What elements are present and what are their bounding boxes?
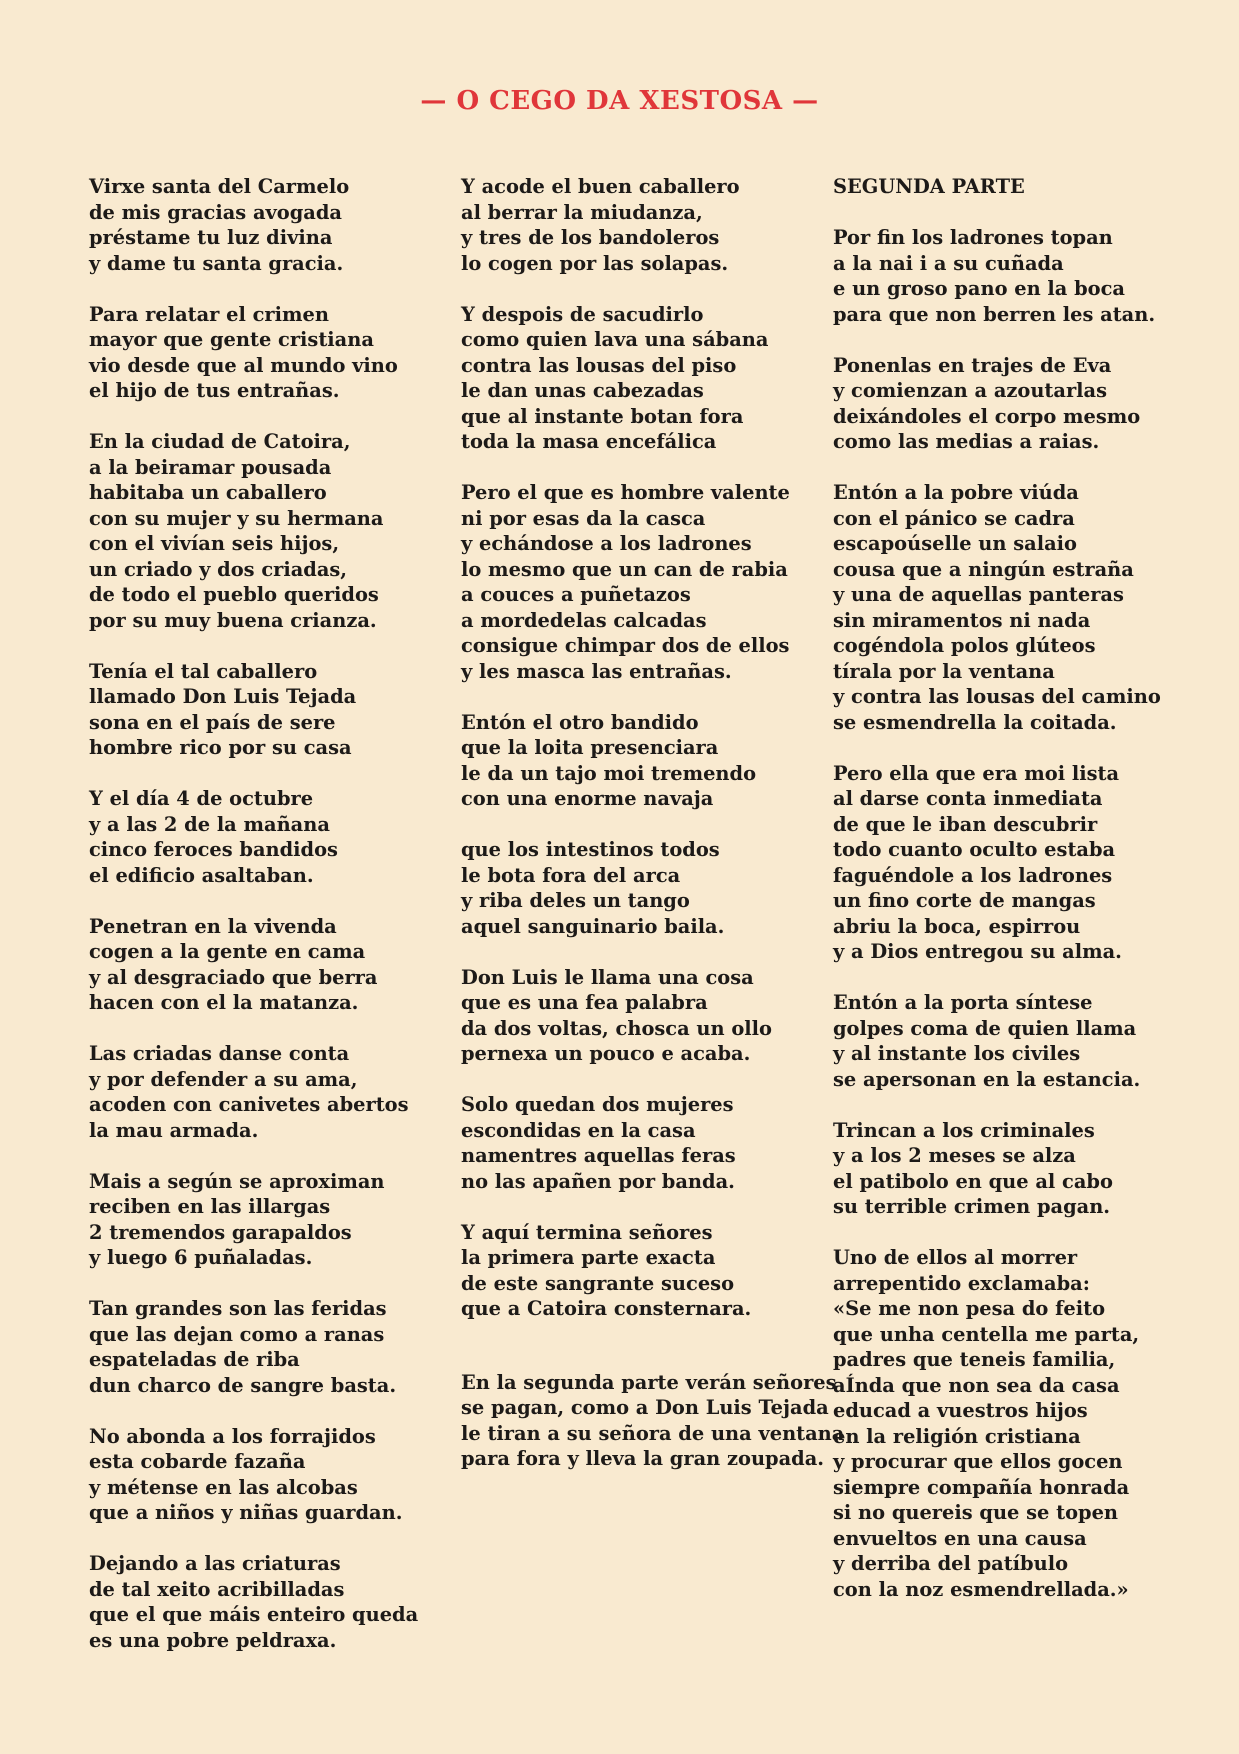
stanza <box>89 1551 459 1653</box>
stanza <box>833 1245 1203 1602</box>
verse-line: envueltos en una causa <box>833 1526 1087 1550</box>
verse-line: educad a vuestros hijos <box>833 1399 1088 1422</box>
poem-column-3 <box>833 174 1203 1628</box>
verse-line: a la beiramar pousada <box>89 455 332 479</box>
verse-line: espateladas de riba <box>89 1348 300 1371</box>
verse-line: que a niños y niñas guardan. <box>89 1501 403 1524</box>
verse-line: Pero el que es hombre valente <box>461 481 790 504</box>
stanza <box>461 710 831 812</box>
verse-line: padres que teneis familia, <box>833 1348 1116 1371</box>
verse-line: como quien lava una sábana <box>461 328 769 351</box>
verse-line: «Se me non pesa do feito <box>833 1297 1105 1320</box>
stanza <box>89 659 459 761</box>
verse-line: escondidas en la casa <box>461 1118 696 1142</box>
verse-line: pernexa un pouco e acaba. <box>461 1042 751 1065</box>
verse-line: arrepentido exclamaba: <box>833 1271 1090 1295</box>
stanza <box>89 1296 459 1398</box>
verse-line: con el pánico se cadra <box>833 506 1075 530</box>
verse-line: Entón a la pobre viúda <box>833 481 1079 504</box>
verse-line: al berrar la miudanza, <box>461 200 703 224</box>
stanza <box>833 990 1203 1092</box>
verse-line: tírala por la ventana <box>833 659 1055 683</box>
verse-line: Tan grandes son las feridas <box>89 1297 387 1320</box>
verse-line: con la noz esmendrellada.» <box>833 1577 1129 1601</box>
verse-line: le da un tajo moi tremendo <box>461 761 757 785</box>
verse-line: consigue chimpar dos de ellos <box>461 634 790 657</box>
verse-line: para que non berren les atan. <box>833 302 1156 326</box>
verse-line: a couces a puñetazos <box>461 583 691 606</box>
verse-line: se pagan, como a Don Luis Tejada <box>461 1396 829 1419</box>
verse-line: Dejando a las criaturas <box>89 1552 341 1575</box>
verse-line: y les masca las entrañas. <box>461 659 732 683</box>
poem-column-2 <box>461 174 845 1497</box>
verse-line: Entón a la porta síntese <box>833 991 1093 1014</box>
verse-line: Solo quedan dos mujeres <box>461 1093 734 1116</box>
verse-line: y al instante los civiles <box>833 1042 1081 1065</box>
verse-line: aquel sanguinario baila. <box>461 914 725 938</box>
verse-line: la mau armada. <box>89 1118 259 1142</box>
verse-line: aÍnda que non sea da casa <box>833 1373 1120 1397</box>
stanza <box>89 302 459 404</box>
verse-line: de mis gracias avogada <box>89 200 342 224</box>
verse-line: y echándose a los ladrones <box>461 532 752 555</box>
verse-line: reciben en las illargas <box>89 1195 331 1218</box>
verse-line: En la ciudad de Catoira, <box>89 430 351 453</box>
verse-line: acoden con canivetes abertos <box>89 1093 409 1116</box>
verse-line: sin miramentos ni nada <box>833 608 1091 632</box>
verse-line: todo cuanto oculto estaba <box>833 838 1116 861</box>
verse-line: mayor que gente cristiana <box>89 328 374 351</box>
verse-line: toda la masa encefálica <box>461 430 717 453</box>
verse-line: con el vivían seis hijos, <box>89 532 340 555</box>
verse-line: con una enorme navaja <box>461 787 714 810</box>
verse-line: dun charco de sangre basta. <box>89 1373 397 1397</box>
verse-line: y por defender a su ama, <box>89 1067 358 1091</box>
verse-line: No abonda a los forrajidos <box>89 1424 376 1448</box>
verse-line: Mais a según se aproximan <box>89 1169 385 1193</box>
verse-line: se apersonan en la estancia. <box>833 1067 1141 1091</box>
verse-line: y derriba del patíbulo <box>833 1552 1068 1575</box>
verse-line: por su muy buena crianza. <box>89 608 377 632</box>
verse-line: de este sangrante suceso <box>461 1271 735 1295</box>
verse-line: Pero ella que era moi lista <box>833 761 1120 785</box>
verse-line: es una pobre peldraxa. <box>89 1628 337 1652</box>
verse-line: la primera parte exacta <box>461 1246 716 1269</box>
page-title: — O CEGO DA XESTOSA — <box>420 86 819 116</box>
verse-line: Por fin los ladrones topan <box>833 226 1113 249</box>
verse-line: y luego 6 puñaladas. <box>89 1246 313 1269</box>
verse-line: cogen a la gente en cama <box>89 940 366 963</box>
verse-line: Don Luis le llama una cosa <box>461 965 754 989</box>
verse-line: En la segunda parte verán señores <box>461 1370 837 1394</box>
verse-line: hacen con el la matanza. <box>89 991 359 1014</box>
verse-line: y métense en las alcobas <box>89 1475 358 1499</box>
verse-line: y al desgraciado que berra <box>89 965 378 989</box>
verse-line: vio desde que al mundo vino <box>89 353 398 377</box>
poem-column-1 <box>89 174 459 1679</box>
verse-line: sona en el país de sere <box>89 710 336 734</box>
verse-line: cousa que a ningún estraña <box>833 557 1134 581</box>
verse-line: y procurar que ellos gocen <box>833 1450 1123 1473</box>
stanza <box>89 1424 459 1526</box>
verse-line: le tiran a su señora de una ventana <box>461 1421 845 1445</box>
verse-line: habitaba un caballero <box>89 481 327 504</box>
stanza <box>833 353 1203 455</box>
verse-line: el edificio asaltaban. <box>89 863 314 887</box>
verse-line: escapoúselle un salaio <box>833 532 1077 555</box>
verse-line: Y aquí termina señores <box>461 1220 713 1244</box>
verse-line: en la religión cristiana <box>833 1424 1081 1448</box>
verse-line: y una de aquellas panteras <box>833 583 1124 606</box>
verse-line: su terrible crimen pagan. <box>833 1195 1111 1218</box>
verse-line: y comienzan a azoutarlas <box>833 379 1108 402</box>
verse-line: que a Catoira consternara. <box>461 1297 752 1320</box>
verse-line: e un groso pano en la boca <box>833 277 1125 300</box>
verse-line: Para relatar el crimen <box>89 302 329 326</box>
stanza <box>89 174 459 276</box>
verse-line: que la loita presenciara <box>461 736 719 759</box>
verse-line: y a Dios entregou su alma. <box>833 940 1122 963</box>
verse-line: llamado Don Luis Tejada <box>89 685 357 708</box>
verse-line: el hijo de tus entrañas. <box>89 379 340 402</box>
stanza <box>461 1092 831 1194</box>
stanza <box>461 174 831 276</box>
section-heading: SEGUNDA PARTE <box>833 175 1025 198</box>
verse-line: a la nai i a su cuñada <box>833 251 1064 275</box>
stanza <box>89 1169 459 1271</box>
verse-line: Penetran en la vivenda <box>89 914 337 938</box>
stanza <box>833 761 1203 965</box>
verse-line: y tres de los bandoleros <box>461 226 720 249</box>
verse-line: y dame tu santa gracia. <box>89 251 344 275</box>
stanza <box>89 914 459 1016</box>
stanza <box>461 837 831 939</box>
verse-line: le bota fora del arca <box>461 863 681 887</box>
verse-line: que el que máis enteiro queda <box>89 1603 419 1626</box>
verse-line: un fino corte de mangas <box>833 889 1096 912</box>
verse-line: que las dejan como a ranas <box>89 1322 385 1346</box>
stanza <box>461 1220 831 1322</box>
verse-line: que al instante botan fora <box>461 404 744 428</box>
verse-line: no las apañen por banda. <box>461 1169 735 1193</box>
verse-line: Ponenlas en trajes de Eva <box>833 353 1112 377</box>
stanza <box>89 1041 459 1143</box>
stanza <box>461 302 831 455</box>
verse-line: al darse conta inmediata <box>833 787 1103 810</box>
verse-line: un criado y dos criadas, <box>89 557 348 581</box>
verse-line: a mordedelas calcadas <box>461 608 707 632</box>
verse-line: cogéndola polos glúteos <box>833 634 1096 657</box>
verse-line: con su mujer y su hermana <box>89 506 384 530</box>
verse-line: Entón el otro bandido <box>461 710 699 734</box>
verse-line: le dan unas cabezadas <box>461 379 704 402</box>
stanza <box>833 480 1203 735</box>
verse-line: de todo el pueblo queridos <box>89 583 379 606</box>
verse-line: Trincan a los criminales <box>833 1118 1095 1142</box>
stanza <box>461 965 831 1067</box>
verse-line: abriu la boca, espirrou <box>833 914 1081 938</box>
verse-line: cinco feroces bandidos <box>89 838 338 861</box>
verse-line: contra las lousas del piso <box>461 353 737 377</box>
verse-line: deixándoles el corpo mesmo <box>833 404 1141 428</box>
verse-line: que unha centella me parta, <box>833 1322 1140 1346</box>
verse-line: 2 tremendos garapaldos <box>89 1220 352 1244</box>
verse-line: se esmendrella la coitada. <box>833 710 1117 734</box>
verse-line: Las criadas danse conta <box>89 1042 350 1065</box>
verse-line: Y despois de sacudirlo <box>461 302 704 326</box>
stanza <box>461 1370 845 1472</box>
verse-line: Y acode el buen caballero <box>461 175 740 198</box>
verse-line: namentres aquellas feras <box>461 1144 736 1167</box>
verse-line: el patibolo en que al cabo <box>833 1169 1113 1193</box>
stanza <box>461 480 831 684</box>
verse-line: si no quereis que se topen <box>833 1501 1119 1524</box>
verse-line: que es una fea palabra <box>461 991 708 1014</box>
stanza <box>89 786 459 888</box>
verse-line: da dos voltas, chosca un ollo <box>461 1016 772 1040</box>
verse-line: como las medias a raias. <box>833 430 1100 453</box>
verse-line: lo cogen por las solapas. <box>461 251 729 275</box>
verse-line: faguéndole a los ladrones <box>833 863 1113 887</box>
verse-line: para fora y lleva la gran zoupada. <box>461 1447 825 1470</box>
verse-line: de tal xeito acribilladas <box>89 1577 345 1601</box>
verse-line: Y el día 4 de octubre <box>89 787 314 810</box>
verse-line: y a las 2 de la mañana <box>89 812 330 836</box>
stanza <box>833 225 1203 327</box>
verse-line: y contra las lousas del camino <box>833 685 1161 708</box>
verse-line: hombre rico por su casa <box>89 736 352 759</box>
verse-line: siempre compañía honrada <box>833 1475 1130 1499</box>
verse-line: Virxe santa del Carmelo <box>89 175 350 198</box>
verse-line: que los intestinos todos <box>461 838 720 861</box>
verse-line: préstame tu luz divina <box>89 226 333 249</box>
stanza <box>89 429 459 633</box>
verse-line: ni por esas da la casca <box>461 506 706 530</box>
verse-line: y riba deles un tango <box>461 889 690 912</box>
verse-line: y a los 2 meses se alza <box>833 1144 1076 1167</box>
verse-line: golpes coma de quien llama <box>833 1016 1137 1040</box>
stanza <box>833 1118 1203 1220</box>
verse-line: lo mesmo que un can de rabia <box>461 557 788 581</box>
verse-line: Tenía el tal caballero <box>89 659 318 683</box>
verse-line: Uno de ellos al morrer <box>833 1246 1078 1269</box>
verse-line: de que le iban descubrir <box>833 812 1098 836</box>
verse-line: esta cobarde fazaña <box>89 1450 306 1473</box>
